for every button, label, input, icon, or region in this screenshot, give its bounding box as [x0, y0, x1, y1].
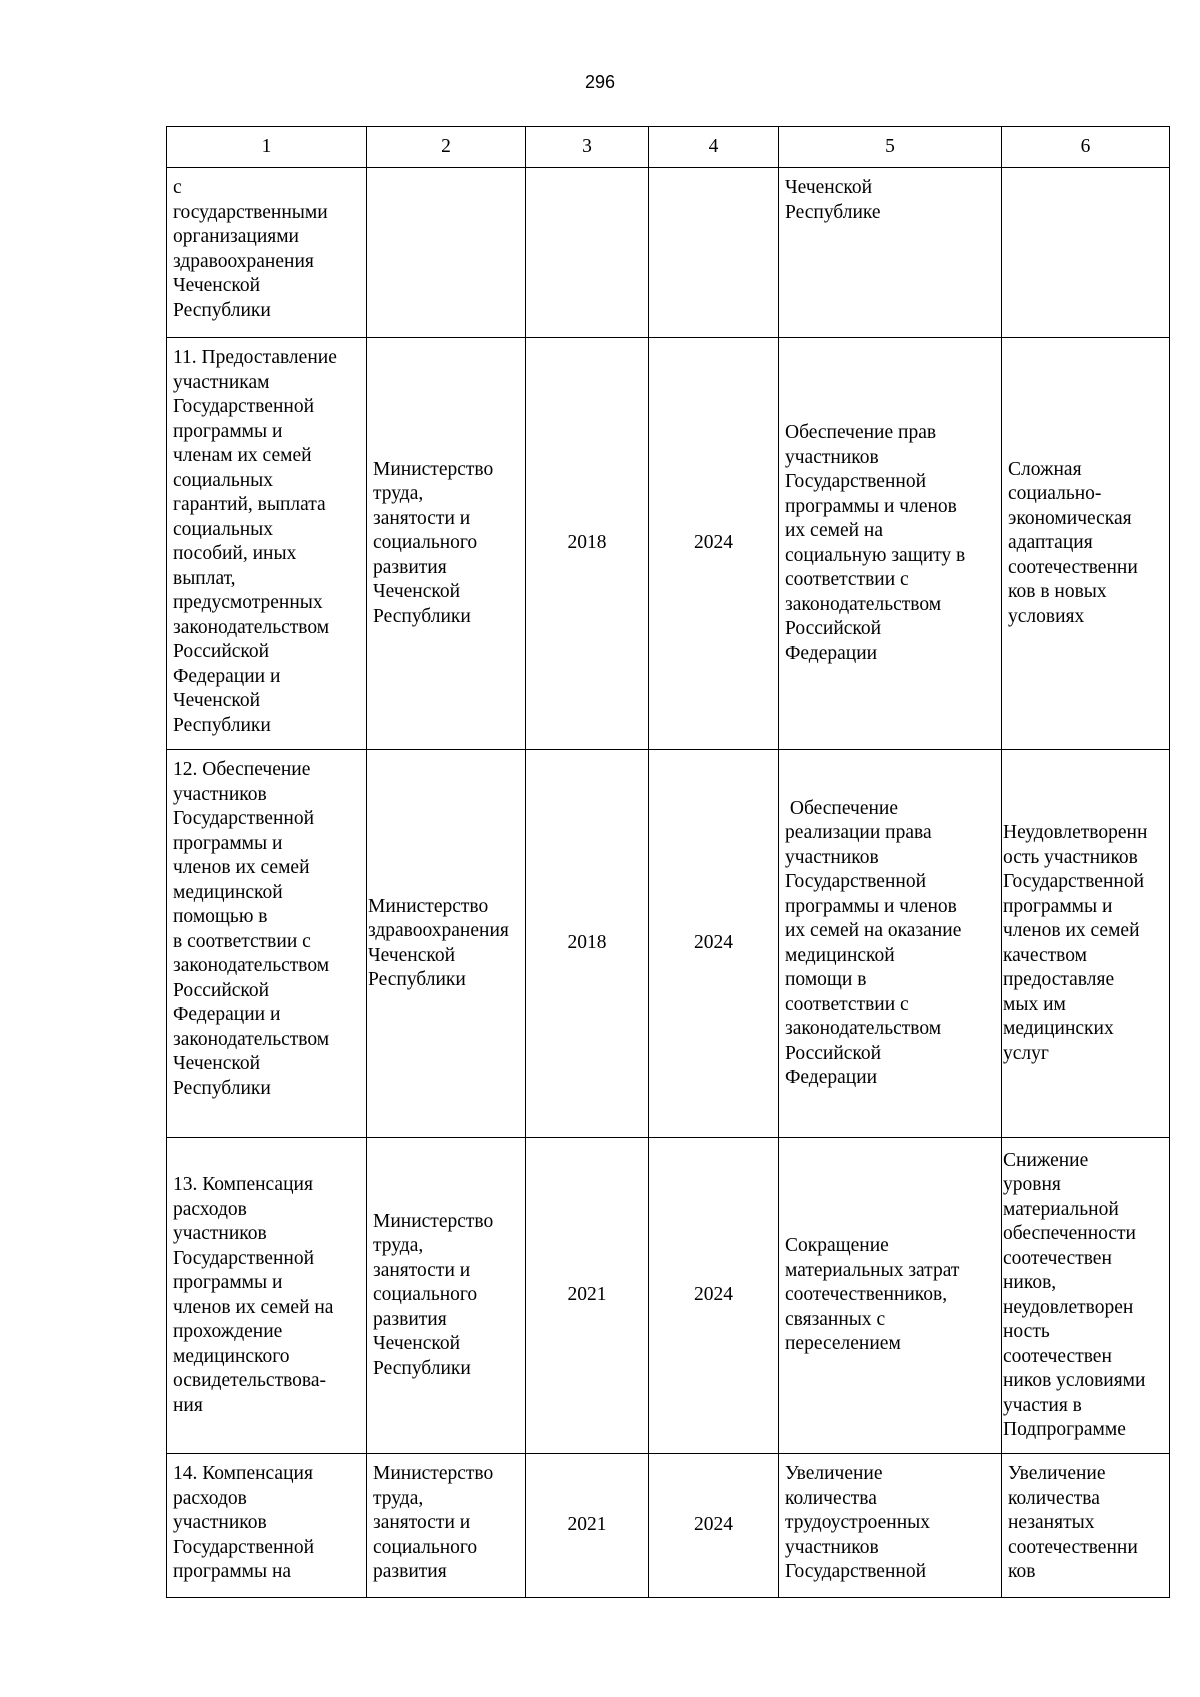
cell-start-year: 2021 [526, 1454, 649, 1598]
header-cell: 1 [167, 127, 367, 168]
cell-text-line: развития [373, 1561, 447, 1582]
cell-measure [167, 750, 367, 1138]
measures-table [166, 126, 1170, 1598]
cell-text-line: Федерации и [173, 1004, 281, 1025]
cell-text-line: медицинских [1003, 1018, 1114, 1039]
cell-text-line: качеством [1003, 944, 1087, 966]
cell-text-line: участников [785, 846, 879, 868]
cell-text-line: законодательством [173, 955, 330, 976]
cell-text-line: ников условиями [1003, 1370, 1146, 1391]
cell-executor [367, 1454, 526, 1598]
cell-text-line: Чеченской [173, 690, 261, 711]
cell-start-year: 2018 [526, 750, 649, 1138]
cell-text-line: Республики [373, 605, 471, 627]
cell-executor [367, 168, 526, 338]
table-row [167, 1454, 1170, 1598]
cell-text-line: членам их семей [173, 445, 312, 466]
cell-text-line: соотечественников, [785, 1284, 948, 1306]
cell-text-line: Федерации [785, 642, 878, 664]
cell-text-line: соотечествен [1003, 1247, 1112, 1269]
cell-text-line: 13. Компенсация [173, 1174, 313, 1195]
cell-text-line: количества [785, 1487, 877, 1509]
cell-text-line: медицинского [173, 1345, 290, 1367]
cell-consequence [1002, 338, 1170, 750]
cell-text-line: расходов [173, 1487, 247, 1509]
cell-text-line: государственными [173, 201, 328, 223]
cell-text-line: пособий, иных [173, 543, 297, 564]
cell-text-line: Неудовлетворенн [1003, 822, 1148, 843]
header-cell: 6 [1002, 127, 1170, 168]
cell-text-line: условиях [1008, 605, 1085, 627]
cell-text-line: программы и [1003, 895, 1113, 917]
cell-text-line: связанных с [785, 1308, 886, 1330]
cell-text-line: трудоустроенных [785, 1512, 930, 1533]
table-row [167, 1138, 1170, 1454]
cell-text-line: социально- [1008, 483, 1102, 505]
cell-text-line: соответствии с [785, 993, 909, 1015]
cell-end-year: 2024 [649, 338, 779, 750]
cell-consequence [1002, 1454, 1170, 1598]
cell-text-line: программы и [173, 1272, 283, 1293]
cell-text-line: программы и членов [785, 495, 957, 517]
cell-text-line: Министерство [373, 1463, 494, 1484]
cell-result [779, 1454, 1002, 1598]
cell-text-line: Снижение [1003, 1149, 1089, 1171]
cell-text-line: Российской [173, 641, 270, 662]
cell-text-line: Республики [373, 1357, 471, 1379]
cell-text-line: Подпрограмме [1003, 1419, 1126, 1440]
cell-text-line: экономическая [1008, 507, 1132, 529]
cell-text-line: Государственной [173, 1536, 315, 1558]
cell-text-line: Государственной [173, 808, 315, 829]
cell-text-line: Увеличение [1008, 1463, 1106, 1484]
cell-text-line: Российской [785, 618, 882, 639]
cell-text-line: Республике [785, 201, 881, 223]
cell-measure [167, 168, 367, 338]
cell-end-year: 2024 [649, 1138, 779, 1454]
cell-text-line: занятости и [373, 507, 471, 529]
cell-text-line: законодательством [173, 1028, 330, 1050]
cell-text-line: с [173, 177, 182, 198]
cell-consequence [1002, 168, 1170, 338]
cell-text-line: в соответствии с [173, 930, 311, 952]
cell-text-line: гарантий, выплата [173, 494, 326, 515]
cell-text-line: неудовлетворен [1003, 1296, 1134, 1318]
table-row [167, 750, 1170, 1138]
cell-text-line: социального [373, 532, 478, 554]
cell-text-line: занятости и [373, 1512, 471, 1533]
cell-text-line: освидетельствова- [173, 1370, 327, 1391]
cell-text-line: уровня [1003, 1174, 1061, 1195]
cell-text-line: Обеспечение прав [785, 422, 937, 443]
cell-consequence [1002, 750, 1170, 1138]
cell-text-line: переселением [785, 1333, 901, 1355]
cell-text-line: Увеличение [785, 1463, 883, 1484]
cell-text-line: программы и членов [785, 895, 957, 917]
cell-text-line: Чеченской [173, 275, 261, 296]
cell-start-year: 2021 [526, 1138, 649, 1454]
cell-text-line: участников [785, 446, 879, 468]
cell-text-line: Российской [173, 979, 270, 1001]
cell-text-line: занятости и [373, 1259, 471, 1281]
cell-text-line: обеспеченности [1003, 1223, 1136, 1244]
cell-result [779, 750, 1002, 1138]
cell-text-line: социального [373, 1536, 478, 1558]
cell-text-line: Министерство [373, 1210, 494, 1232]
cell-text-line: мых им [1003, 993, 1066, 1015]
cell-measure [167, 1138, 367, 1454]
cell-text-line: медицинской [785, 944, 895, 966]
header-cell: 2 [367, 127, 526, 168]
cell-executor [367, 338, 526, 750]
cell-measure [167, 338, 367, 750]
cell-text-line: Республики [173, 1077, 271, 1099]
cell-text-line: законодательством [785, 1018, 942, 1039]
table-header-row [167, 127, 1170, 168]
cell-text-line: соответствии с [785, 569, 909, 590]
cell-measure [167, 1454, 367, 1598]
cell-text-line: Республики [173, 714, 271, 736]
cell-text-line: участников [173, 1223, 267, 1244]
cell-text-line: организациями [173, 226, 299, 247]
cell-text-line: адаптация [1008, 532, 1093, 554]
cell-start-year [526, 168, 649, 338]
cell-end-year: 2024 [649, 750, 779, 1138]
cell-text-line: услуг [1003, 1042, 1049, 1064]
cell-text-line: законодательством [785, 593, 942, 615]
page-number: 296 [584, 72, 616, 92]
cell-text-line: Республики [368, 969, 466, 990]
cell-text-line: материальных затрат [785, 1259, 960, 1281]
header-cell: 3 [526, 127, 649, 168]
cell-text-line: Государственной [173, 1247, 315, 1269]
cell-text-line: труда, [373, 1235, 424, 1257]
cell-end-year: 2024 [649, 1454, 779, 1598]
cell-text-line: Чеченской [373, 1333, 461, 1355]
cell-text-line: Государственной [1003, 871, 1145, 892]
cell-text-line: социальных [173, 518, 274, 540]
cell-text-line: прохождение [173, 1321, 283, 1342]
cell-text-line: Федерации и [173, 665, 281, 687]
cell-text-line: программы и [173, 420, 283, 442]
cell-text-line: выплат, [173, 567, 236, 589]
cell-text-line: 12. Обеспечение [173, 759, 311, 780]
cell-text-line: законодательством [173, 616, 330, 638]
cell-text-line: программы и [173, 832, 283, 854]
cell-text-line: Государственной [173, 396, 315, 417]
cell-text-line: здравоохранения [368, 920, 509, 941]
cell-text-line: ков в новых [1008, 581, 1107, 603]
cell-text-line: предоставляе [1003, 969, 1115, 990]
cell-text-line: социальных [173, 469, 274, 491]
cell-text-line: Чеченской [173, 1053, 261, 1074]
cell-text-line: Республики [173, 299, 271, 321]
cell-text-line: членов их семей [173, 857, 310, 878]
cell-text-line: Чеченской [785, 177, 873, 198]
cell-text-line: труда, [373, 483, 424, 505]
cell-text-line: участникам [173, 371, 270, 393]
cell-text-line: ность [1003, 1321, 1050, 1342]
cell-text-line: программы на [173, 1561, 292, 1582]
cell-text-line: Федерации [785, 1067, 878, 1088]
header-cell: 4 [649, 127, 779, 168]
cell-text-line: членов их семей [1003, 920, 1140, 941]
cell-text-line: Министерство [373, 458, 494, 480]
table-row [167, 168, 1170, 338]
cell-text-line: Чеченской [373, 581, 461, 603]
cell-text-line: развития [373, 556, 447, 578]
cell-text-line: Сокращение [785, 1235, 889, 1257]
cell-text-line: Российской [785, 1042, 882, 1064]
cell-text-line: 14. Компенсация [173, 1463, 313, 1484]
cell-consequence [1002, 1138, 1170, 1454]
cell-text-line: их семей на [785, 520, 884, 541]
cell-text-line: труда, [373, 1487, 424, 1509]
cell-text-line: количества [1008, 1487, 1100, 1509]
cell-text-line: участия в [1003, 1394, 1082, 1416]
cell-text-line: незанятых [1008, 1512, 1095, 1533]
cell-text-line: ния [173, 1394, 203, 1416]
cell-text-line: участников [173, 1512, 267, 1533]
cell-result [779, 1138, 1002, 1454]
cell-text-line: участников [173, 783, 267, 805]
cell-text-line: реализации права [785, 822, 932, 843]
cell-text-line: Обеспечение [785, 797, 899, 819]
cell-text-line: помощи в [785, 969, 867, 990]
cell-text-line: материальной [1003, 1198, 1119, 1220]
cell-text-line: Чеченской [368, 944, 456, 966]
cell-text-line: развития [373, 1308, 447, 1330]
cell-text-line: помощью в [173, 906, 268, 927]
cell-result [779, 168, 1002, 338]
cell-text-line: здравоохранения [173, 250, 314, 272]
cell-text-line: участников [785, 1536, 879, 1558]
cell-text-line: их семей на оказание [785, 920, 962, 941]
cell-text-line: предусмотренных [173, 592, 323, 613]
cell-text-line: ников, [1003, 1272, 1057, 1293]
cell-text-line: 11. Предоставление [173, 347, 337, 368]
header-cell: 5 [779, 127, 1002, 168]
cell-text-line: ков [1008, 1561, 1036, 1582]
cell-text-line: социальную защиту в [785, 544, 966, 566]
cell-text-line: соотечествен [1003, 1345, 1112, 1367]
table-row [167, 338, 1170, 750]
cell-text-line: расходов [173, 1198, 247, 1220]
cell-text-line: ость участников [1003, 846, 1138, 868]
cell-text-line: социального [373, 1284, 478, 1306]
cell-text-line: членов их семей на [173, 1296, 334, 1318]
cell-text-line: медицинской [173, 881, 283, 903]
cell-text-line: Государственной [785, 471, 927, 492]
cell-text-line: соотечественни [1008, 556, 1138, 578]
cell-executor [367, 1138, 526, 1454]
cell-end-year [649, 168, 779, 338]
cell-text-line: Сложная [1008, 458, 1082, 480]
cell-start-year: 2018 [526, 338, 649, 750]
cell-text-line: Государственной [785, 1561, 927, 1582]
cell-executor [367, 750, 526, 1138]
cell-text-line: Государственной [785, 871, 927, 892]
cell-result [779, 338, 1002, 750]
cell-text-line: соотечественни [1008, 1536, 1138, 1558]
cell-text-line: Министерство [368, 895, 489, 917]
